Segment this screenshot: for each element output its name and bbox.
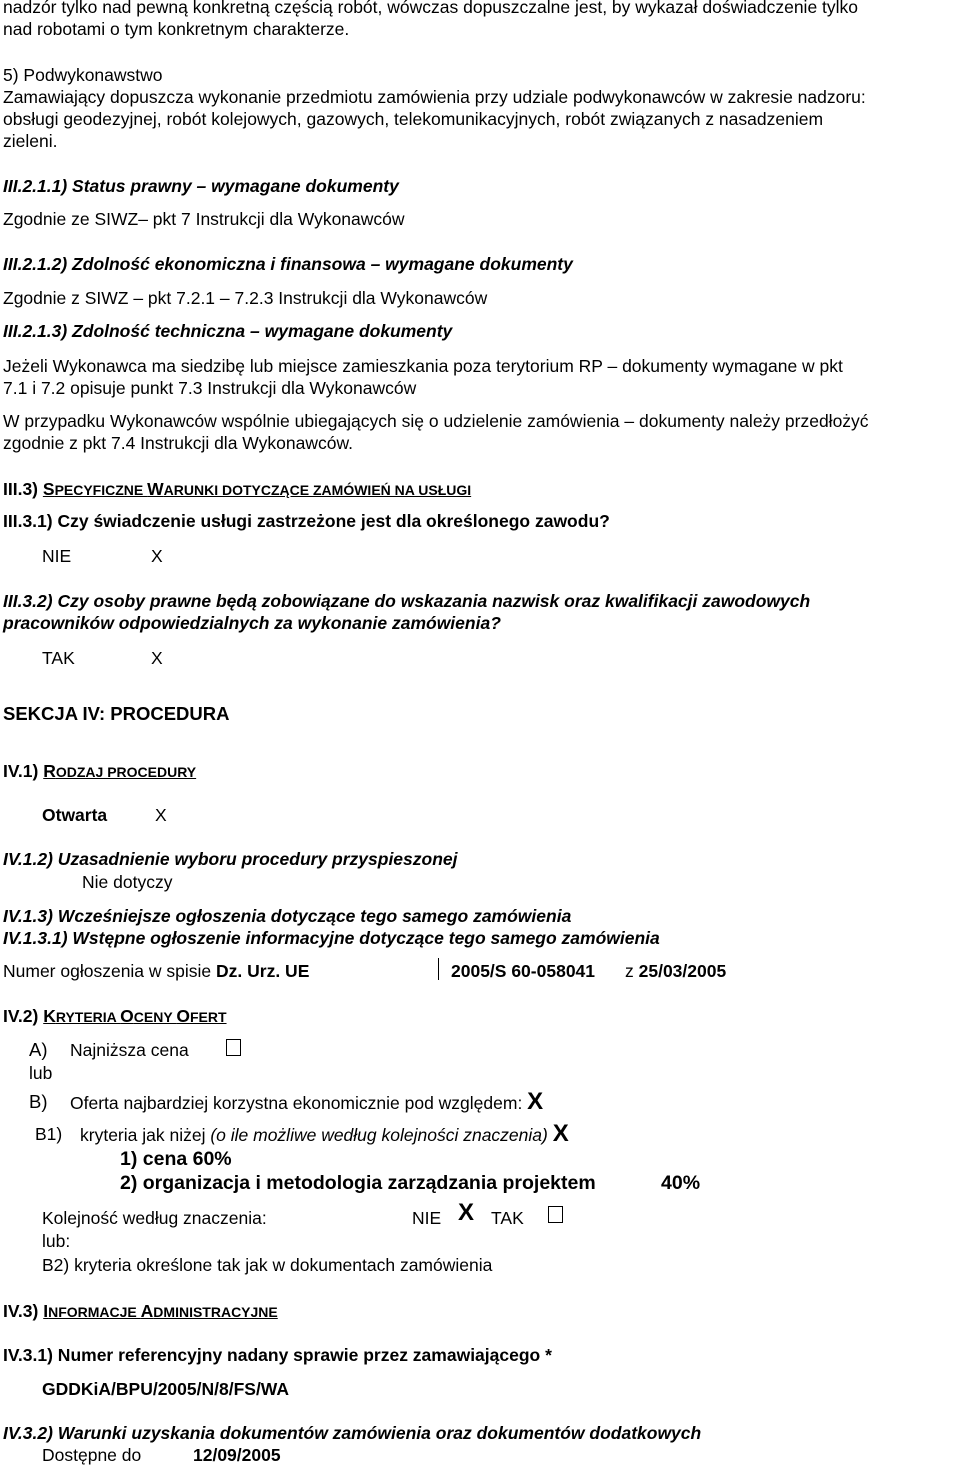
option-text	[70, 1088, 544, 1115]
criterion-2-weight: 40%	[661, 1172, 701, 1194]
section-title: SEKCJA IV: PROCEDURA	[3, 703, 230, 724]
initial: I	[43, 1301, 49, 1321]
answer-label: TAK	[42, 648, 75, 668]
reference-number: GDDKiA/BPU/2005/N/8/FS/WA	[42, 1379, 289, 1399]
checkbox-empty	[548, 1206, 563, 1223]
small-caps: FERT	[189, 1009, 227, 1025]
initial: O	[176, 1006, 190, 1026]
option-letter: A)	[29, 1039, 48, 1060]
option-b-text: Oferta najbardziej korzystna ekonomicznie pod względem:	[70, 1093, 528, 1113]
question-heading: IV.1.3.1) Wstępne ogłoszenie informacyjne dotyczące tego samego zamówienia	[3, 928, 660, 948]
section-heading-iv1	[3, 760, 196, 783]
notice-journal: Dz. Urz. UE	[216, 961, 310, 981]
checkbox-empty	[226, 1039, 241, 1056]
small-caps: ARUNKI DOTYCZĄCE ZAMÓWIEŃ NA USŁUGI	[163, 482, 472, 498]
initial: O	[120, 1006, 134, 1026]
question-heading: IV.1.2) Uzasadnienie wyboru procedury przyspieszonej	[3, 849, 458, 869]
option-letter: B1)	[35, 1124, 63, 1144]
answer-mark: X	[151, 648, 163, 668]
order-label: Kolejność według znaczenia:	[42, 1208, 267, 1228]
notice-date-line	[625, 960, 726, 982]
paragraph-line: Zgodnie z SIWZ – pkt 7.2.1 – 7.2.3 Instrukcji dla Wykonawców	[3, 288, 488, 308]
initial: S	[42, 479, 55, 499]
field-divider	[438, 958, 439, 980]
paragraph-line: 7.1 i 7.2 opisuje punkt 7.3 Instrukcji dla Wykonawców	[3, 378, 417, 398]
small-caps: ODZAJ PROCEDURY	[55, 764, 197, 780]
paragraph-line: Jeżeli Wykonawca ma siedzibę lub miejsce zamieszkania poza terytorium RP – dokumenty wymagane w pkt	[3, 356, 843, 376]
criterion-1: 1) cena 60%	[120, 1148, 232, 1170]
paragraph-line: obsługi geodezyjnej, robót kolejowych, gazowych, telekomunikacyjnych, robót związanych z nasadzeniem	[3, 109, 824, 129]
notice-number: 2005/S 60-058041	[451, 961, 596, 981]
option-letter: B)	[29, 1091, 48, 1112]
question-heading: III.3.1) Czy świadczenie usługi zastrzeżone jest dla określonego zawodu?	[3, 511, 610, 531]
notice-label: Numer ogłoszenia w spisie	[3, 961, 217, 981]
order-nie: NIE	[412, 1208, 442, 1228]
small-caps: RYTERIA	[55, 1009, 121, 1025]
small-caps: DMINISTRACYJNE	[153, 1304, 278, 1320]
section-number: IV.1)	[3, 761, 44, 781]
section-heading-iv2	[3, 1005, 227, 1028]
procedure-mark: X	[155, 805, 167, 825]
section-heading: III.2.1.1) Status prawny – wymagane dokumenty	[3, 176, 399, 196]
option-text: B2) kryteria określone tak jak w dokumentach zamówienia	[42, 1255, 493, 1275]
question-heading: IV.3.2) Warunki uzyskania dokumentów zamówienia oraz dokumentów dodatkowych	[3, 1423, 702, 1443]
section-heading: III.2.1.2) Zdolność ekonomiczna i finansowa – wymagane dokumenty	[3, 254, 573, 274]
initial: W	[147, 479, 164, 499]
section-number: III.3)	[3, 479, 43, 499]
section-heading: III.2.1.3) Zdolność techniczna – wymagane dokumenty	[3, 321, 453, 341]
option-b1-note: (o ile możliwe według kolejności znaczenia)	[210, 1125, 553, 1145]
paragraph-line: Nie dotyczy	[82, 872, 173, 892]
paragraph-line: nadzór tylko nad pewną konkretną częścią robót, wówczas dopuszczalne jest, by wykazał doświadczenie tylko	[3, 0, 859, 17]
option-text	[80, 1120, 569, 1147]
paragraph-line: Zgodnie ze SIWZ– pkt 7 Instrukcji dla Wykonawców	[3, 209, 405, 229]
notice-date: 25/03/2005	[638, 961, 727, 981]
criterion-2: 2) organizacja i metodologia zarządzania projektem	[120, 1172, 596, 1194]
question-heading: pracowników odpowiedzialnych za wykonanie zamówienia?	[3, 613, 501, 633]
or-text: lub	[29, 1063, 53, 1083]
initial: A	[140, 1301, 154, 1321]
paragraph-line: nad robotami o tym konkretnym charakterze.	[3, 19, 350, 39]
question-heading: III.3.2) Czy osoby prawne będą zobowiązane do wskazania nazwisk oraz kwalifikacji zawodowych	[3, 591, 811, 611]
option-b1-text: kryteria jak niżej	[80, 1125, 211, 1145]
section-heading-iii3	[3, 478, 471, 501]
answer-mark: X	[151, 546, 163, 566]
small-caps: NFORMACJE	[48, 1304, 141, 1320]
option-text: Najniższa cena	[70, 1040, 189, 1060]
notice-z: z	[625, 961, 639, 981]
notice-line	[3, 960, 309, 982]
paragraph-line: Zamawiający dopuszcza wykonanie przedmiotu zamówienia przy udziale podwykonawców w zakresie nadzoru:	[3, 87, 866, 107]
paragraph-line: W przypadku Wykonawców wspólnie ubiegających się o udzielenie zamówienia – dokumenty należy przedłożyć	[3, 411, 869, 431]
order-mark: X	[458, 1199, 475, 1226]
option-mark: X	[527, 1088, 544, 1115]
paragraph-line: zieleni.	[3, 131, 58, 151]
order-tak: TAK	[491, 1208, 524, 1228]
question-heading: IV.3.1) Numer referencyjny nadany sprawie przez zamawiającego *	[3, 1345, 552, 1365]
or-text: lub:	[42, 1231, 71, 1251]
initial: K	[43, 1006, 56, 1026]
section-heading-iv3	[3, 1300, 278, 1323]
small-caps: CENY	[133, 1009, 177, 1025]
section-number: IV.2)	[3, 1006, 44, 1026]
procedure-type: Otwarta	[42, 805, 108, 825]
answer-label: NIE	[42, 546, 72, 566]
availability-date: 12/09/2005	[193, 1445, 281, 1465]
small-caps: PECYFICZNE	[54, 482, 148, 498]
section-number: IV.3)	[3, 1301, 44, 1321]
availability-label: Dostępne do	[42, 1445, 142, 1465]
option-mark: X	[552, 1120, 569, 1147]
paragraph-line: zgodnie z pkt 7.4 Instrukcji dla Wykonawców.	[3, 433, 354, 453]
question-heading: IV.1.3) Wcześniejsze ogłoszenia dotyczące tego samego zamówienia	[3, 906, 572, 926]
initial: R	[43, 761, 56, 781]
section-heading: 5) Podwykonawstwo	[3, 65, 163, 85]
